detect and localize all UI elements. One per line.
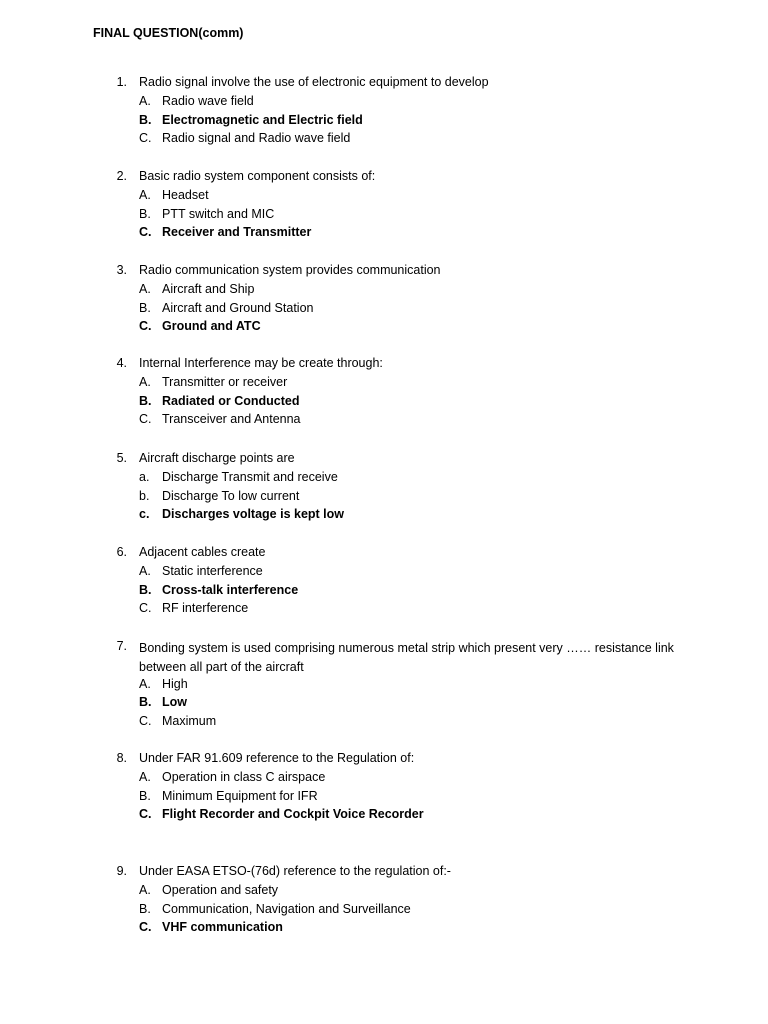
option-text: Transceiver and Antenna (162, 412, 301, 427)
question-text: Under FAR 91.609 reference to the Regulation of: (139, 751, 415, 765)
option-text: Maximum (162, 714, 217, 729)
option-letter: C. (139, 807, 152, 822)
option-text: Operation and safety (162, 882, 279, 897)
option-text: High (162, 676, 188, 691)
question-text: Bonding system is used comprising numerous metal strip which present very …… resistance link between all part of the aircraft (139, 641, 674, 674)
option-text-answer: Radiated or Conducted (162, 393, 300, 408)
question-text: Radio communication system provides communication (139, 263, 441, 277)
question-number: 5. (116, 451, 127, 465)
option-text: Transmitter or receiver (162, 374, 288, 389)
option-text: Radio signal and Radio wave field (162, 131, 351, 146)
option-text-answer: Electromagnetic and Electric field (162, 112, 363, 127)
option-letter: B. (139, 788, 151, 803)
option-letter: b. (139, 488, 150, 503)
option-letter: B. (139, 112, 152, 127)
question-number: 3. (116, 263, 127, 277)
question-number: 8. (116, 751, 127, 765)
option-text: Radio wave field (162, 93, 254, 108)
question-text: Aircraft discharge points are (139, 451, 295, 465)
option-letter: B. (139, 695, 152, 710)
option-letter: B. (139, 393, 152, 408)
option-letter: A. (139, 676, 151, 691)
question-number: 6. (116, 545, 127, 559)
option-letter: B. (139, 901, 151, 916)
option-letter: C. (139, 920, 152, 935)
question-text: Internal Interference may be create through: (139, 356, 383, 370)
option-letter: A. (139, 281, 151, 296)
option-text-answer: Cross-talk interference (162, 582, 299, 597)
option-text: Static interference (162, 563, 263, 578)
option-text: Minimum Equipment for IFR (162, 788, 318, 803)
option-text-answer: Discharges voltage is kept low (162, 507, 345, 522)
option-letter: A. (139, 374, 151, 389)
question-text: Under EASA ETSO-(76d) reference to the regulation of:- (139, 864, 451, 878)
question-number: 7. (116, 639, 127, 653)
option-text-answer: Receiver and Transmitter (162, 225, 312, 240)
option-letter: A. (139, 769, 151, 784)
option-letter: A. (139, 882, 151, 897)
option-letter: B. (139, 582, 152, 597)
question-number: 2. (116, 169, 127, 183)
document-title: FINAL QUESTION(comm) (93, 26, 244, 40)
option-letter: a. (139, 469, 150, 484)
question-number: 4. (116, 356, 127, 370)
option-letter: c. (139, 507, 150, 522)
option-text-answer: VHF communication (162, 920, 283, 935)
option-letter: C. (139, 714, 152, 729)
option-text: RF interference (162, 601, 249, 616)
question-number: 1. (116, 75, 127, 89)
option-text-answer: Ground and ATC (162, 319, 261, 334)
option-text: Discharge Transmit and receive (162, 469, 338, 484)
option-text-answer: Low (162, 695, 187, 710)
question-text: Basic radio system component consists of: (139, 169, 376, 183)
option-text: Communication, Navigation and Surveillance (162, 901, 411, 916)
option-letter: C. (139, 319, 152, 334)
option-text: Discharge To low current (162, 488, 300, 503)
option-text-answer: Flight Recorder and Cockpit Voice Recorder (162, 807, 424, 822)
option-text: Aircraft and Ship (162, 281, 255, 296)
option-letter: C. (139, 225, 152, 240)
question-text: Adjacent cables create (139, 545, 266, 559)
option-letter: C. (139, 601, 152, 616)
option-letter: C. (139, 412, 152, 427)
option-text: Headset (162, 187, 209, 202)
option-letter: C. (139, 131, 152, 146)
option-letter: A. (139, 563, 151, 578)
option-text: PTT switch and MIC (162, 206, 275, 221)
option-letter: A. (139, 93, 151, 108)
option-letter: B. (139, 300, 151, 315)
question-number: 9. (116, 864, 127, 878)
option-text: Aircraft and Ground Station (162, 300, 314, 315)
question-text: Radio signal involve the use of electronic equipment to develop (139, 75, 489, 89)
option-letter: A. (139, 187, 151, 202)
option-text: Operation in class C airspace (162, 769, 326, 784)
option-letter: B. (139, 206, 151, 221)
